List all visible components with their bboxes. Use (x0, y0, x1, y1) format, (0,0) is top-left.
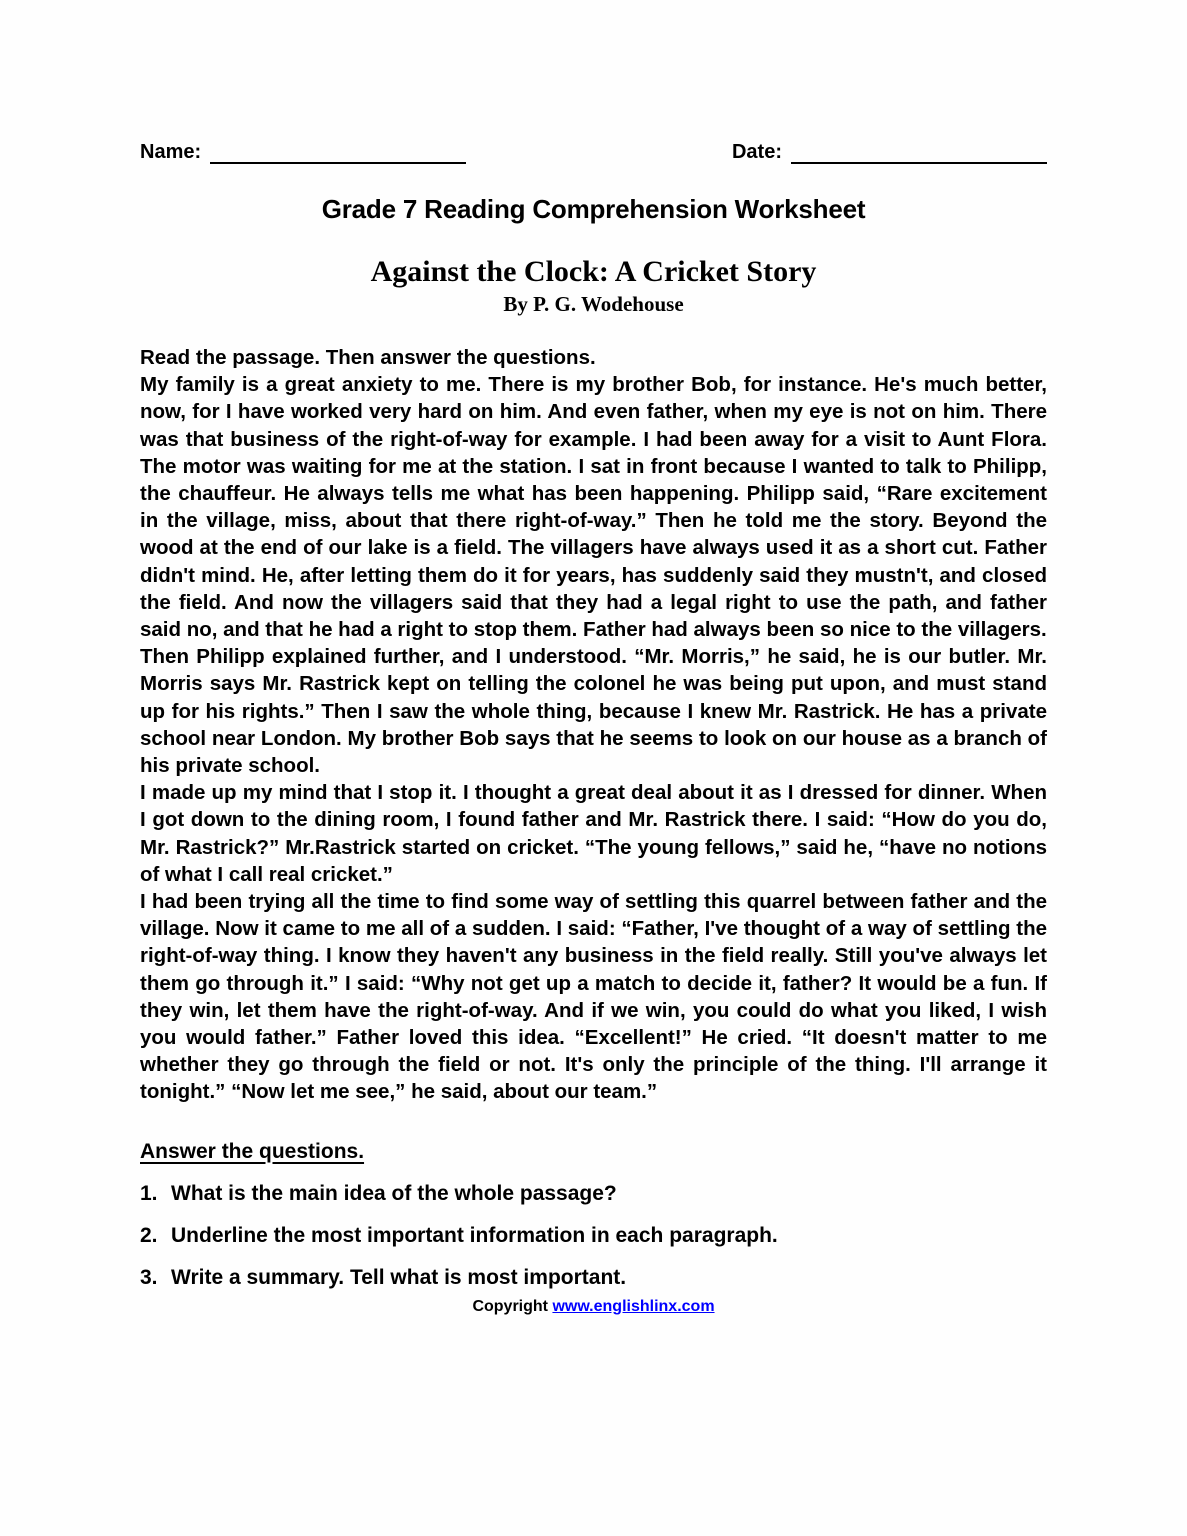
question-item-1 (140, 1180, 1047, 1207)
passage-paragraph-1: My family is a great anxiety to me. There is my brother Bob, for instance. He's much better, now, for I have worked very hard on him. And even father, when my eye is not on him. There was that business of the right-of-way for example. I had been away for a visit to Aunt Flora. The motor was waiting for me at the station. I sat in front because I wanted to talk to Philipp, the chauffeur. He always tells me what has been happening. Philipp said, “Rare excitement in the village, miss, about that there right-of-way.” Then he told me the story. Beyond the wood at the end of our lake is a field. The villagers have always used it as a short cut. Father didn't mind. He, after letting them do it for years, has suddenly said they mustn't, and closed the field. And now the villagers said that they had a legal right to use the path, and father said no, and that he had a right to stop them. Father had always been so nice to the villagers. (140, 373, 1047, 642)
question-3-text: Write a summary. Tell what is most important. (171, 1265, 627, 1289)
name-field (140, 141, 466, 164)
questions-list (140, 1180, 1047, 1291)
name-date-row (140, 141, 1047, 164)
passage-paragraph-2: Then Philipp explained further, and I understood. “Mr. Morris,” he said, he is our butler. Mr. Morris says Mr. Rastrick kept on telling the colonel he was being put upon, and must stand up for his rights.” Then I saw the whole thing, because I knew Mr. Rastrick. He has a private school near London. My brother Bob says that he seems to look on our house as a branch of his private school. (140, 645, 1047, 778)
question-item-3 (140, 1264, 1047, 1291)
story-byline: By P. G. Wodehouse (503, 292, 684, 316)
question-item-2 (140, 1222, 1047, 1249)
footer (140, 1298, 1047, 1316)
passage-paragraph-3: I made up my mind that I stop it. I thought a great deal about it as I dressed for dinner. When I got down to the dining room, I found father and Mr. Rastrick there. I said: “How do you do, Mr. Rastrick?” Mr.Rastrick started on cricket. “The young fellows,” said he, “have no notions of what I call real cricket.” (140, 781, 1047, 886)
name-label: Name: (140, 141, 202, 163)
name-blank-line (210, 141, 466, 164)
footer-link[interactable]: www.englishlinx.com (552, 1297, 715, 1315)
passage-paragraph-4: I had been trying all the time to find some way of settling this quarrel between father and the village. Now it came to me all of a sudden. I said: “Father, I've thought of a way of settling the right-of-way thing. I know they haven't any business in the field really. Still you've always let them go through it.” I said: “Why not get up a match to decide it, father? It would be a fun. If they win, let them have the right-of-way. And if we win, you could do what you liked, I wish you would father.” Father loved this idea. “Excellent!” He cried. “It doesn't matter to me whether they go through the field or not. It's only the principle of the thing. I'll arrange it tonight.” “Now let me see,” he said, about our team.” (140, 890, 1047, 1104)
question-2-text: Underline the most important information in each paragraph. (171, 1223, 778, 1247)
date-label: Date: (731, 141, 782, 163)
date-blank-line (791, 141, 1047, 164)
copyright-label: Copyright (472, 1297, 548, 1315)
story-title: Against the Clock: A Cricket Story (370, 255, 817, 288)
passage-body (140, 344, 1047, 1106)
answer-questions-heading: Answer the questions. (140, 1139, 365, 1163)
passage-instruction: Read the passage. Then answer the questions. (140, 346, 596, 369)
question-1-number: 1. (140, 1181, 158, 1205)
question-3-number: 3. (140, 1265, 158, 1289)
date-field (732, 141, 1047, 164)
question-2-number: 2. (140, 1223, 158, 1247)
worksheet-title: Grade 7 Reading Comprehension Worksheet (321, 194, 866, 224)
question-1-text: What is the main idea of the whole passage? (171, 1181, 617, 1205)
